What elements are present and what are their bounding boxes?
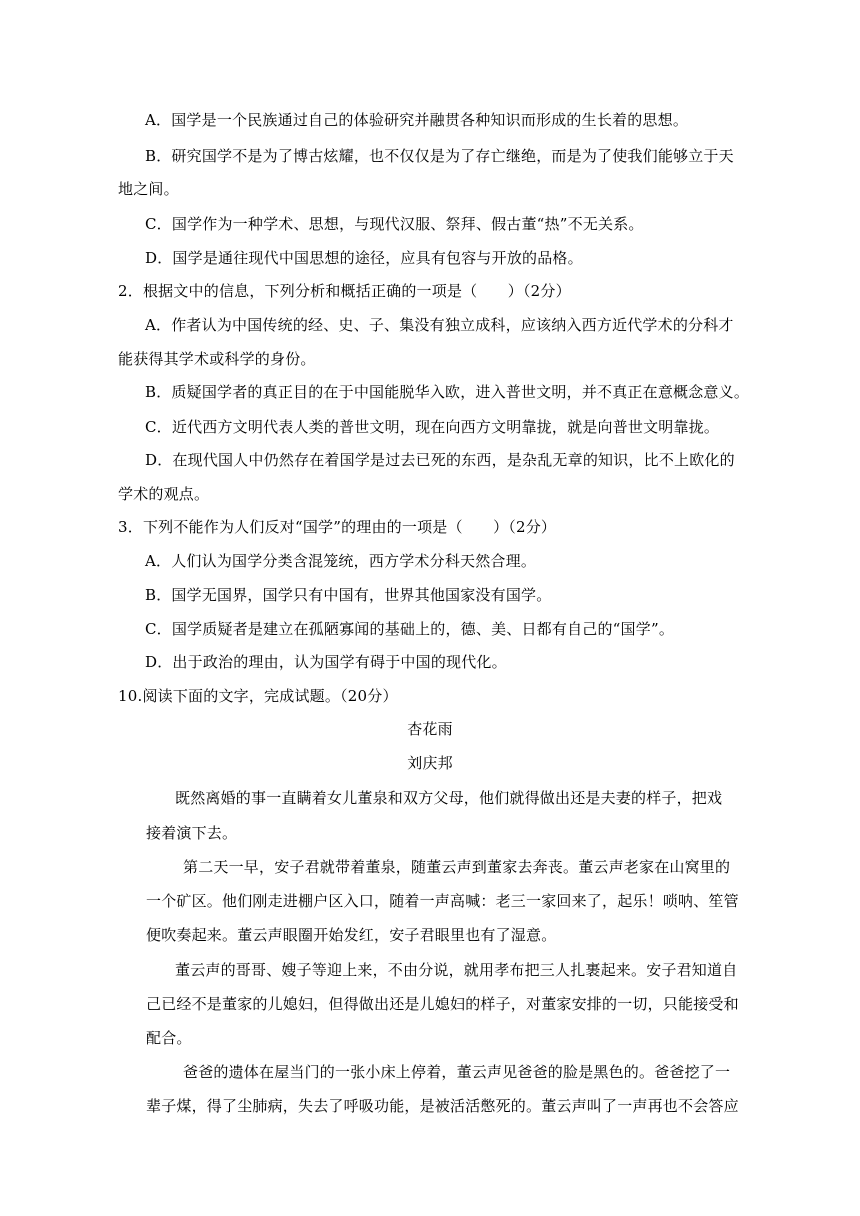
story-title: 杏花雨 bbox=[407, 720, 453, 738]
story-author: 刘庆邦 bbox=[407, 754, 453, 772]
story-paragraph-1-continued: 接着演下去。 bbox=[146, 824, 238, 842]
story-paragraph-3-line-2: 己已经不是董家的儿媳妇，但得做出还是儿媳妇的样子，对董家安排的一切，只能接受和 bbox=[146, 995, 739, 1013]
q2-option-a: A．作者认为中国传统的经、史、子、集没有独立成科，应该纳入西方近代学术的分科才 bbox=[145, 316, 734, 334]
q2-option-b: B．质疑国学者的真正目的在于中国能脱华入欧，进入普世文明，并不真正在意概念意义。 bbox=[145, 383, 750, 401]
q3-option-a: A．人们认为国学分类含混笼统，西方学术分科天然合理。 bbox=[145, 552, 537, 570]
q2-option-d: D．在现代国人中仍然存在着国学是过去已死的东西，是杂乱无章的知识，比不上欧化的 bbox=[145, 451, 735, 469]
story-paragraph-4: 爸爸的遗体在屋当门的一张小床上停着，董云声见爸爸的脸是黑色的。爸爸挖了一 bbox=[183, 1063, 731, 1081]
q3-option-c: C．国学质疑者是建立在孤陋寡闻的基础上的，德、美、日都有自己的“国学”。 bbox=[145, 620, 675, 638]
q1-option-b-continued: 地之间。 bbox=[118, 180, 179, 198]
story-paragraph-3: 董云声的哥哥、嫂子等迎上来，不由分说，就用孝布把三人扎裹起来。安子君知道自 bbox=[175, 961, 738, 979]
story-paragraph-2: 第二天一早，安子君就带着董泉，随董云声到董家去奔丧。董云声老家在山窝里的 bbox=[183, 858, 731, 876]
q1-option-a: A．国学是一个民族通过自己的体验研究并融贯各种知识而形成的生长着的思想。 bbox=[145, 111, 689, 129]
q2-option-c: C．近代西方文明代表人类的普世文明，现在向西方文明靠拢，就是向普世文明靠拢。 bbox=[145, 418, 720, 436]
q3-question: 3．下列不能作为人们反对“国学”的理由的一项是（ ）（2分） bbox=[118, 518, 557, 536]
q1-option-d: D．国学是通往现代中国思想的途径，应具有包容与开放的品格。 bbox=[145, 249, 583, 267]
q3-option-b: B．国学无国界，国学只有中国有，世界其他国家没有国学。 bbox=[145, 586, 552, 604]
q3-option-d: D．出于政治的理由，认为国学有碍于中国的现代化。 bbox=[145, 653, 507, 671]
q2-option-d-continued: 学术的观点。 bbox=[118, 485, 210, 503]
story-paragraph-1: 既然离婚的事一直瞒着女儿董泉和双方父母，他们就得做出还是夫妻的样子，把戏 bbox=[175, 789, 723, 807]
q2-question: 2．根据文中的信息，下列分析和概括正确的一项是（ ）（2分） bbox=[118, 282, 571, 300]
story-paragraph-2-line-2: 一个矿区。他们刚走进棚户区入口，随着一声高喊：老三一家回来了，起乐！唢呐、笙管 bbox=[146, 892, 739, 910]
q2-option-a-continued: 能获得其学术或科学的身份。 bbox=[118, 350, 316, 368]
story-paragraph-2-line-3: 便吹奏起来。董云声眼圈开始发红，安子君眼里也有了湿意。 bbox=[146, 926, 557, 944]
story-paragraph-3-line-3: 配合。 bbox=[146, 1029, 192, 1047]
q10-instruction: 10.阅读下面的文字，完成试题。（20分） bbox=[118, 687, 398, 705]
story-paragraph-4-line-2: 辈子煤，得了尘肺病，失去了呼吸功能，是被活活憋死的。董云声叫了一声再也不会答应 bbox=[146, 1097, 739, 1115]
q1-option-b: B．研究国学不是为了博古炫耀，也不仅仅是为了存亡继绝，而是为了使我们能够立于天 bbox=[145, 147, 734, 165]
q1-option-c: C．国学作为一种学术、思想，与现代汉服、祭拜、假古董“热”不无关系。 bbox=[145, 215, 644, 233]
